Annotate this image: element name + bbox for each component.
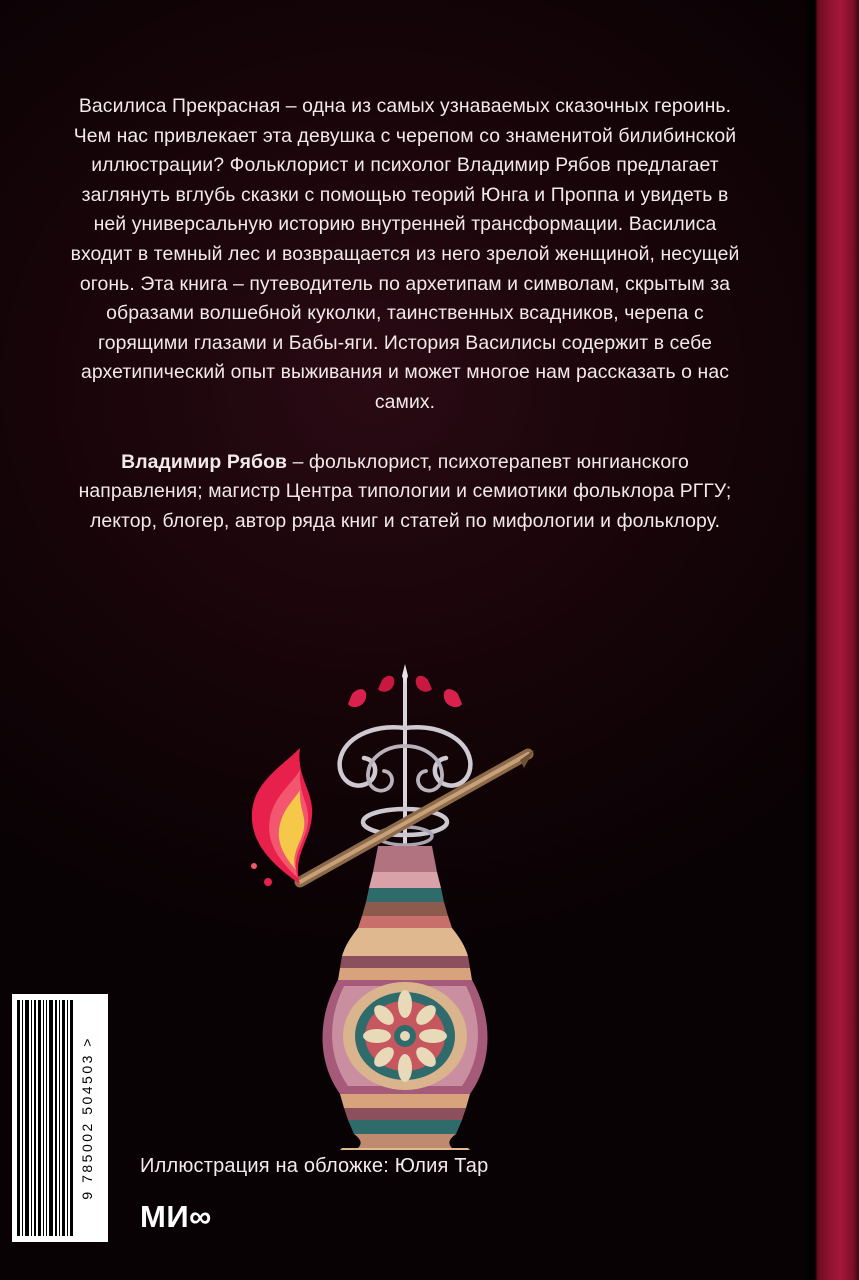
blurb-paragraph: Василиса Прекрасная – одна из самых узнаваемых сказочных героинь. Чем нас привлекает эта девушка с черепом со знаменитой билибинской иллюстрации? Фольклорист и психолог Владимир Рябов предлагает заглянуть вглубь сказки с помощью теорий Юнга и Проппа и увидеть в ней универсальную историю внутренней трансформации. Василиса входит в темный лес и возвращается из него зрелой женщиной, несущей огонь. Эта книга – путеводитель по архетипам и символам, скрытым за образами волшебной куколки, таинственных всадников, черепа с горящими глазами и Бабы-яги. История Василисы содержит в себе архетипический опыт выживания и может многое нам рассказать о нас самих. — [70, 95, 740, 413]
barcode — [12, 994, 108, 1242]
barcode-bars — [17, 1000, 71, 1236]
publisher-logo: МИ∞ — [140, 1199, 212, 1234]
vase-body — [323, 846, 488, 1150]
author-bio: – фольклорист, психотерапевт юнгианского направления; магистр Центра типологии и семиотики фольклора РГГУ; лектор, блогер, автор ряда книг и статей по мифологии и фольклору. — [78, 450, 732, 532]
cover-illustration-candlestick — [0, 650, 810, 1150]
barcode-number — [71, 1000, 103, 1236]
book-spine-strip — [810, 0, 859, 1280]
illustration-credit: Иллюстрация на обложке: Юлия Тар — [140, 1155, 489, 1177]
paragraph-spacer — [64, 418, 746, 448]
author-name: Владимир Рябов — [121, 450, 288, 473]
blurb-text-block — [0, 92, 810, 536]
barcode-number-text: 9 785002 504503 > — [78, 1036, 95, 1200]
author-paragraph — [64, 448, 746, 537]
